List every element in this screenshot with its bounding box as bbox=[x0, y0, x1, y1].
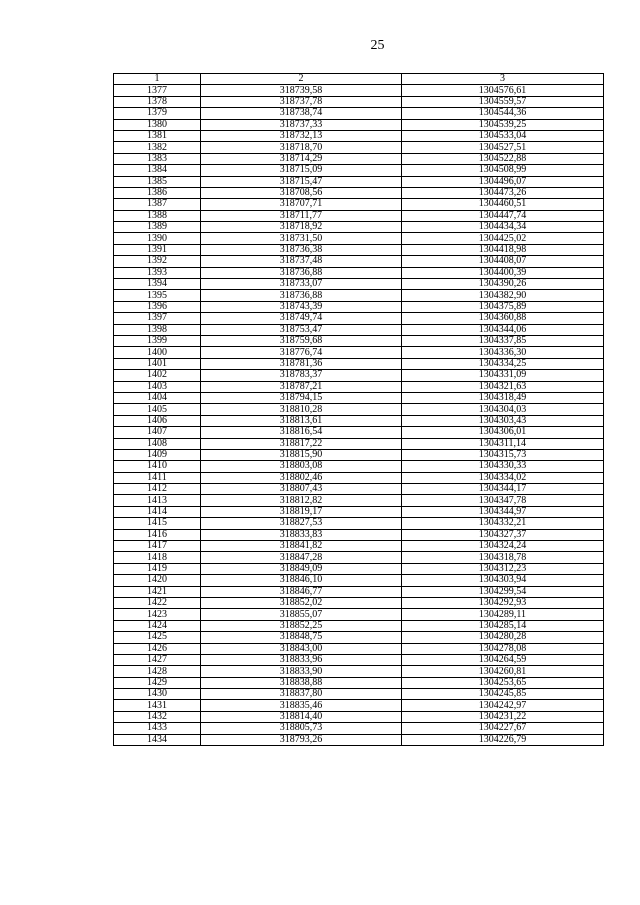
cell-y-coordinate: 1304344,06 bbox=[402, 324, 604, 335]
cell-point-number: 1411 bbox=[114, 472, 201, 483]
cell-x-coordinate: 318833,90 bbox=[201, 666, 402, 677]
table-row bbox=[114, 597, 604, 608]
table-row bbox=[114, 165, 604, 176]
table-row bbox=[114, 233, 604, 244]
cell-y-coordinate: 1304304,03 bbox=[402, 404, 604, 415]
cell-y-coordinate: 1304321,63 bbox=[402, 381, 604, 392]
cell-y-coordinate: 1304522,88 bbox=[402, 153, 604, 164]
cell-x-coordinate: 318833,83 bbox=[201, 529, 402, 540]
cell-point-number: 1426 bbox=[114, 643, 201, 654]
cell-y-coordinate: 1304539,25 bbox=[402, 119, 604, 130]
cell-x-coordinate: 318812,82 bbox=[201, 495, 402, 506]
table-body bbox=[114, 85, 604, 746]
cell-y-coordinate: 1304533,04 bbox=[402, 130, 604, 141]
cell-x-coordinate: 318715,09 bbox=[201, 165, 402, 176]
cell-y-coordinate: 1304315,73 bbox=[402, 449, 604, 460]
table-row bbox=[114, 495, 604, 506]
cell-y-coordinate: 1304496,07 bbox=[402, 176, 604, 187]
cell-x-coordinate: 318737,33 bbox=[201, 119, 402, 130]
table-row bbox=[114, 711, 604, 722]
cell-x-coordinate: 318816,54 bbox=[201, 427, 402, 438]
cell-y-coordinate: 1304303,43 bbox=[402, 415, 604, 426]
cell-point-number: 1397 bbox=[114, 313, 201, 324]
cell-x-coordinate: 318715,47 bbox=[201, 176, 402, 187]
table-row bbox=[114, 142, 604, 153]
cell-y-coordinate: 1304278,08 bbox=[402, 643, 604, 654]
cell-point-number: 1409 bbox=[114, 449, 201, 460]
cell-y-coordinate: 1304242,97 bbox=[402, 700, 604, 711]
table-row bbox=[114, 108, 604, 119]
cell-y-coordinate: 1304231,22 bbox=[402, 711, 604, 722]
cell-point-number: 1433 bbox=[114, 723, 201, 734]
table-row bbox=[114, 700, 604, 711]
cell-y-coordinate: 1304447,74 bbox=[402, 210, 604, 221]
table-row bbox=[114, 472, 604, 483]
table-row bbox=[114, 461, 604, 472]
cell-x-coordinate: 318848,75 bbox=[201, 632, 402, 643]
cell-y-coordinate: 1304347,78 bbox=[402, 495, 604, 506]
cell-y-coordinate: 1304227,67 bbox=[402, 723, 604, 734]
table-row bbox=[114, 96, 604, 107]
cell-x-coordinate: 318815,90 bbox=[201, 449, 402, 460]
cell-point-number: 1394 bbox=[114, 279, 201, 290]
table-row bbox=[114, 575, 604, 586]
table-row bbox=[114, 620, 604, 631]
cell-y-coordinate: 1304318,78 bbox=[402, 552, 604, 563]
cell-point-number: 1417 bbox=[114, 541, 201, 552]
cell-x-coordinate: 318733,07 bbox=[201, 279, 402, 290]
page-number: 25 bbox=[370, 38, 385, 53]
table-row bbox=[114, 586, 604, 597]
table-row bbox=[114, 449, 604, 460]
cell-x-coordinate: 318805,73 bbox=[201, 723, 402, 734]
cell-y-coordinate: 1304260,81 bbox=[402, 666, 604, 677]
cell-point-number: 1414 bbox=[114, 506, 201, 517]
coordinates-table bbox=[113, 73, 604, 746]
cell-point-number: 1405 bbox=[114, 404, 201, 415]
cell-y-coordinate: 1304375,89 bbox=[402, 301, 604, 312]
cell-x-coordinate: 318737,78 bbox=[201, 96, 402, 107]
table-row bbox=[114, 427, 604, 438]
cell-y-coordinate: 1304311,14 bbox=[402, 438, 604, 449]
table-row bbox=[114, 187, 604, 198]
table-row bbox=[114, 199, 604, 210]
cell-point-number: 1410 bbox=[114, 461, 201, 472]
table-row bbox=[114, 518, 604, 529]
cell-y-coordinate: 1304330,33 bbox=[402, 461, 604, 472]
cell-x-coordinate: 318714,29 bbox=[201, 153, 402, 164]
cell-y-coordinate: 1304324,24 bbox=[402, 541, 604, 552]
cell-x-coordinate: 318736,88 bbox=[201, 267, 402, 278]
cell-point-number: 1383 bbox=[114, 153, 201, 164]
cell-y-coordinate: 1304303,94 bbox=[402, 575, 604, 586]
cell-point-number: 1420 bbox=[114, 575, 201, 586]
table-row bbox=[114, 689, 604, 700]
cell-point-number: 1401 bbox=[114, 358, 201, 369]
cell-point-number: 1396 bbox=[114, 301, 201, 312]
cell-point-number: 1427 bbox=[114, 654, 201, 665]
table-row bbox=[114, 506, 604, 517]
table-row bbox=[114, 301, 604, 312]
header-cell-x: 2 bbox=[201, 74, 402, 85]
cell-x-coordinate: 318802,46 bbox=[201, 472, 402, 483]
cell-x-coordinate: 318711,77 bbox=[201, 210, 402, 221]
table-row bbox=[114, 404, 604, 415]
table-row bbox=[114, 210, 604, 221]
table-row bbox=[114, 267, 604, 278]
cell-x-coordinate: 318814,40 bbox=[201, 711, 402, 722]
cell-y-coordinate: 1304299,54 bbox=[402, 586, 604, 597]
cell-point-number: 1399 bbox=[114, 335, 201, 346]
cell-y-coordinate: 1304559,57 bbox=[402, 96, 604, 107]
cell-y-coordinate: 1304336,30 bbox=[402, 347, 604, 358]
cell-point-number: 1390 bbox=[114, 233, 201, 244]
cell-point-number: 1392 bbox=[114, 256, 201, 267]
cell-x-coordinate: 318731,50 bbox=[201, 233, 402, 244]
header-row bbox=[114, 74, 604, 85]
cell-point-number: 1422 bbox=[114, 597, 201, 608]
cell-point-number: 1431 bbox=[114, 700, 201, 711]
cell-point-number: 1387 bbox=[114, 199, 201, 210]
cell-x-coordinate: 318817,22 bbox=[201, 438, 402, 449]
cell-point-number: 1402 bbox=[114, 370, 201, 381]
cell-x-coordinate: 318835,46 bbox=[201, 700, 402, 711]
table-row bbox=[114, 347, 604, 358]
cell-y-coordinate: 1304332,21 bbox=[402, 518, 604, 529]
cell-y-coordinate: 1304312,23 bbox=[402, 563, 604, 574]
cell-x-coordinate: 318738,74 bbox=[201, 108, 402, 119]
cell-point-number: 1406 bbox=[114, 415, 201, 426]
cell-point-number: 1432 bbox=[114, 711, 201, 722]
cell-point-number: 1421 bbox=[114, 586, 201, 597]
table-row bbox=[114, 643, 604, 654]
table-row bbox=[114, 130, 604, 141]
cell-y-coordinate: 1304382,90 bbox=[402, 290, 604, 301]
cell-x-coordinate: 318732,13 bbox=[201, 130, 402, 141]
cell-x-coordinate: 318736,88 bbox=[201, 290, 402, 301]
cell-y-coordinate: 1304289,11 bbox=[402, 609, 604, 620]
cell-y-coordinate: 1304418,98 bbox=[402, 244, 604, 255]
cell-point-number: 1429 bbox=[114, 677, 201, 688]
cell-x-coordinate: 318739,58 bbox=[201, 85, 402, 96]
cell-y-coordinate: 1304473,26 bbox=[402, 187, 604, 198]
cell-x-coordinate: 318833,96 bbox=[201, 654, 402, 665]
cell-y-coordinate: 1304360,88 bbox=[402, 313, 604, 324]
cell-y-coordinate: 1304292,93 bbox=[402, 597, 604, 608]
table-row bbox=[114, 381, 604, 392]
table-row bbox=[114, 734, 604, 745]
table-row bbox=[114, 222, 604, 233]
table-row bbox=[114, 677, 604, 688]
table-row bbox=[114, 176, 604, 187]
cell-point-number: 1384 bbox=[114, 165, 201, 176]
table-row bbox=[114, 256, 604, 267]
cell-point-number: 1377 bbox=[114, 85, 201, 96]
cell-x-coordinate: 318803,08 bbox=[201, 461, 402, 472]
cell-x-coordinate: 318753,47 bbox=[201, 324, 402, 335]
cell-x-coordinate: 318810,28 bbox=[201, 404, 402, 415]
cell-x-coordinate: 318847,28 bbox=[201, 552, 402, 563]
cell-y-coordinate: 1304390,26 bbox=[402, 279, 604, 290]
table-row bbox=[114, 244, 604, 255]
cell-point-number: 1386 bbox=[114, 187, 201, 198]
cell-point-number: 1395 bbox=[114, 290, 201, 301]
cell-point-number: 1388 bbox=[114, 210, 201, 221]
cell-point-number: 1389 bbox=[114, 222, 201, 233]
cell-x-coordinate: 318852,02 bbox=[201, 597, 402, 608]
table-row bbox=[114, 654, 604, 665]
cell-x-coordinate: 318837,80 bbox=[201, 689, 402, 700]
cell-y-coordinate: 1304527,51 bbox=[402, 142, 604, 153]
cell-point-number: 1381 bbox=[114, 130, 201, 141]
cell-point-number: 1379 bbox=[114, 108, 201, 119]
cell-x-coordinate: 318841,82 bbox=[201, 541, 402, 552]
table-row bbox=[114, 335, 604, 346]
cell-y-coordinate: 1304344,17 bbox=[402, 484, 604, 495]
cell-y-coordinate: 1304306,01 bbox=[402, 427, 604, 438]
cell-x-coordinate: 318827,53 bbox=[201, 518, 402, 529]
cell-point-number: 1419 bbox=[114, 563, 201, 574]
cell-y-coordinate: 1304400,39 bbox=[402, 267, 604, 278]
table-row bbox=[114, 279, 604, 290]
cell-point-number: 1391 bbox=[114, 244, 201, 255]
cell-point-number: 1430 bbox=[114, 689, 201, 700]
cell-point-number: 1407 bbox=[114, 427, 201, 438]
cell-y-coordinate: 1304285,14 bbox=[402, 620, 604, 631]
cell-x-coordinate: 318708,56 bbox=[201, 187, 402, 198]
cell-point-number: 1434 bbox=[114, 734, 201, 745]
cell-x-coordinate: 318813,61 bbox=[201, 415, 402, 426]
cell-y-coordinate: 1304544,36 bbox=[402, 108, 604, 119]
table-row bbox=[114, 324, 604, 335]
cell-y-coordinate: 1304460,51 bbox=[402, 199, 604, 210]
cell-x-coordinate: 318846,77 bbox=[201, 586, 402, 597]
cell-x-coordinate: 318718,92 bbox=[201, 222, 402, 233]
cell-y-coordinate: 1304264,59 bbox=[402, 654, 604, 665]
cell-point-number: 1393 bbox=[114, 267, 201, 278]
table-row bbox=[114, 609, 604, 620]
table-row bbox=[114, 438, 604, 449]
cell-y-coordinate: 1304576,61 bbox=[402, 85, 604, 96]
cell-point-number: 1428 bbox=[114, 666, 201, 677]
cell-y-coordinate: 1304327,37 bbox=[402, 529, 604, 540]
table-row bbox=[114, 415, 604, 426]
table-row bbox=[114, 370, 604, 381]
cell-point-number: 1408 bbox=[114, 438, 201, 449]
cell-x-coordinate: 318793,26 bbox=[201, 734, 402, 745]
cell-y-coordinate: 1304334,25 bbox=[402, 358, 604, 369]
cell-y-coordinate: 1304508,99 bbox=[402, 165, 604, 176]
table-row bbox=[114, 313, 604, 324]
cell-x-coordinate: 318718,70 bbox=[201, 142, 402, 153]
cell-point-number: 1416 bbox=[114, 529, 201, 540]
cell-y-coordinate: 1304318,49 bbox=[402, 392, 604, 403]
cell-point-number: 1425 bbox=[114, 632, 201, 643]
table-row bbox=[114, 119, 604, 130]
cell-point-number: 1424 bbox=[114, 620, 201, 631]
cell-point-number: 1403 bbox=[114, 381, 201, 392]
table-row bbox=[114, 392, 604, 403]
table-row bbox=[114, 290, 604, 301]
cell-y-coordinate: 1304331,09 bbox=[402, 370, 604, 381]
cell-point-number: 1418 bbox=[114, 552, 201, 563]
cell-x-coordinate: 318843,00 bbox=[201, 643, 402, 654]
header-cell-y: 3 bbox=[402, 74, 604, 85]
cell-y-coordinate: 1304337,85 bbox=[402, 335, 604, 346]
cell-point-number: 1412 bbox=[114, 484, 201, 495]
cell-x-coordinate: 318852,25 bbox=[201, 620, 402, 631]
cell-point-number: 1398 bbox=[114, 324, 201, 335]
cell-point-number: 1413 bbox=[114, 495, 201, 506]
cell-x-coordinate: 318737,48 bbox=[201, 256, 402, 267]
cell-y-coordinate: 1304425,02 bbox=[402, 233, 604, 244]
cell-y-coordinate: 1304334,02 bbox=[402, 472, 604, 483]
table-row bbox=[114, 552, 604, 563]
cell-x-coordinate: 318855,07 bbox=[201, 609, 402, 620]
cell-x-coordinate: 318807,43 bbox=[201, 484, 402, 495]
cell-x-coordinate: 318787,21 bbox=[201, 381, 402, 392]
cell-x-coordinate: 318743,39 bbox=[201, 301, 402, 312]
cell-y-coordinate: 1304245,85 bbox=[402, 689, 604, 700]
cell-x-coordinate: 318759,68 bbox=[201, 335, 402, 346]
table-row bbox=[114, 529, 604, 540]
cell-x-coordinate: 318736,38 bbox=[201, 244, 402, 255]
cell-y-coordinate: 1304253,65 bbox=[402, 677, 604, 688]
table-row bbox=[114, 666, 604, 677]
cell-point-number: 1380 bbox=[114, 119, 201, 130]
cell-x-coordinate: 318838,88 bbox=[201, 677, 402, 688]
table-row bbox=[114, 541, 604, 552]
cell-point-number: 1378 bbox=[114, 96, 201, 107]
cell-x-coordinate: 318794,15 bbox=[201, 392, 402, 403]
cell-point-number: 1423 bbox=[114, 609, 201, 620]
cell-point-number: 1400 bbox=[114, 347, 201, 358]
cell-x-coordinate: 318749,74 bbox=[201, 313, 402, 324]
cell-point-number: 1415 bbox=[114, 518, 201, 529]
table-row bbox=[114, 358, 604, 369]
header-cell-point: 1 bbox=[114, 74, 201, 85]
cell-x-coordinate: 318849,09 bbox=[201, 563, 402, 574]
cell-x-coordinate: 318819,17 bbox=[201, 506, 402, 517]
cell-x-coordinate: 318783,37 bbox=[201, 370, 402, 381]
cell-y-coordinate: 1304408,07 bbox=[402, 256, 604, 267]
table-row bbox=[114, 723, 604, 734]
cell-point-number: 1404 bbox=[114, 392, 201, 403]
table-header bbox=[114, 74, 604, 85]
cell-point-number: 1382 bbox=[114, 142, 201, 153]
cell-x-coordinate: 318781,36 bbox=[201, 358, 402, 369]
cell-x-coordinate: 318707,71 bbox=[201, 199, 402, 210]
cell-y-coordinate: 1304226,79 bbox=[402, 734, 604, 745]
cell-y-coordinate: 1304344,97 bbox=[402, 506, 604, 517]
cell-x-coordinate: 318776,74 bbox=[201, 347, 402, 358]
cell-y-coordinate: 1304434,34 bbox=[402, 222, 604, 233]
table-row bbox=[114, 484, 604, 495]
table-row bbox=[114, 153, 604, 164]
cell-y-coordinate: 1304280,28 bbox=[402, 632, 604, 643]
table-row bbox=[114, 85, 604, 96]
cell-x-coordinate: 318846,10 bbox=[201, 575, 402, 586]
table-row bbox=[114, 632, 604, 643]
cell-point-number: 1385 bbox=[114, 176, 201, 187]
table-row bbox=[114, 563, 604, 574]
